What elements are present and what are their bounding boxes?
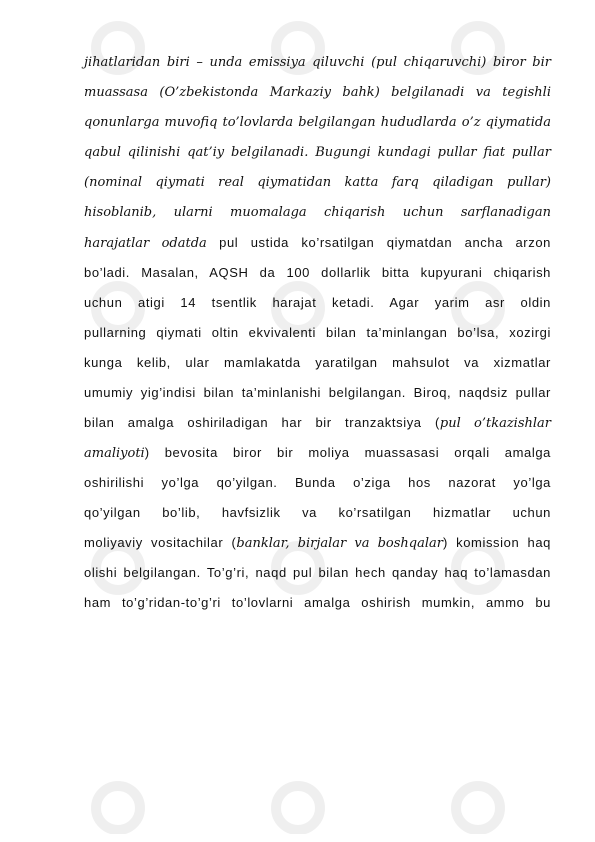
body-text	[84, 48, 551, 618]
text-segment: qo’yilgan bo’lib, havfsizlik va ko’rsatilgan hizmatlar uchun	[84, 505, 551, 520]
text-line	[84, 288, 551, 318]
text-line	[84, 378, 551, 408]
text-segment: ham to’g’ridan-to’g’ri to’lovlarni amalga oshirish mumkin, ammo bu	[84, 595, 551, 610]
text-line	[84, 408, 551, 438]
text-segment: oshirilishi yo’lga qo’yilgan. Bunda o’ziga hos nazorat yo’lga	[84, 475, 551, 490]
text-line	[84, 258, 551, 288]
text-segment: umumiy yig’indisi bilan ta’minlanishi belgilangan. Biroq, naqdsiz pullar	[84, 385, 551, 400]
text-line	[84, 108, 551, 138]
text-segment: muassasa (O’zbekistonda Markaziy bahk) belgilanadi va tegishli	[84, 85, 551, 100]
text-line	[84, 228, 551, 258]
text-line	[84, 48, 551, 78]
text-segment: (nominal qiymati real qiymatidan katta farq qiladigan pullar)	[84, 175, 551, 190]
text-segment: qabul qilinishi qat’iy belgilanadi. Bugungi kundagi pullar fiat pullar	[84, 145, 551, 160]
text-line	[84, 198, 551, 228]
text-segment: pul o’tkazishlar	[439, 416, 552, 431]
text-segment: bilan amalga oshiriladigan har bir tranzaktsiya (	[84, 415, 440, 430]
text-segment: harajatlar odatda	[84, 236, 220, 251]
text-line	[84, 468, 551, 498]
text-line	[84, 588, 551, 618]
text-line	[84, 438, 551, 468]
text-segment: banklar, birjalar va boshqalar	[236, 536, 443, 551]
text-segment: jihatlaridan biri – unda emissiya qiluvchi (pul chiqaruvchi) biror bir	[84, 55, 551, 70]
text-line	[84, 498, 551, 528]
text-line	[84, 528, 551, 558]
text-line	[84, 558, 551, 588]
text-segment: moliyaviy vositachilar (	[84, 535, 237, 550]
text-segment: olishi belgilangan. To’g’ri, naqd pul bilan hech qanday haq to’lamasdan	[84, 565, 551, 580]
text-line	[84, 138, 551, 168]
text-line	[84, 318, 551, 348]
text-segment: amaliyoti	[84, 446, 145, 461]
text-segment: hisoblanib, ularni muomalaga chiqarish uchun sarflanadigan	[84, 205, 551, 220]
text-segment: ) bevosita biror bir moliya muassasasi orqali amalga	[144, 445, 551, 460]
text-line	[84, 348, 551, 378]
text-segment: bo’ladi. Masalan, AQSH da 100 dollarlik bitta kupyurani chiqarish	[84, 265, 551, 280]
text-line	[84, 78, 551, 108]
text-line	[84, 168, 551, 198]
text-segment: pullarning qiymati oltin ekvivalenti bilan ta’minlangan bo’lsa, xozirgi	[84, 325, 551, 340]
text-segment: pul ustida ko’rsatilgan qiymatdan ancha arzon	[219, 235, 551, 250]
text-segment: kunga kelib, ular mamlakatda yaratilgan mahsulot va xizmatlar	[84, 355, 551, 370]
text-segment: uchun atigi 14 tsentlik harajat ketadi. Agar yarim asr oldin	[84, 295, 551, 310]
text-segment: qonunlarga muvofiq to’lovlarda belgilangan hududlarda o’z qiymatida	[84, 115, 551, 130]
text-segment: ) komission haq	[442, 535, 551, 550]
